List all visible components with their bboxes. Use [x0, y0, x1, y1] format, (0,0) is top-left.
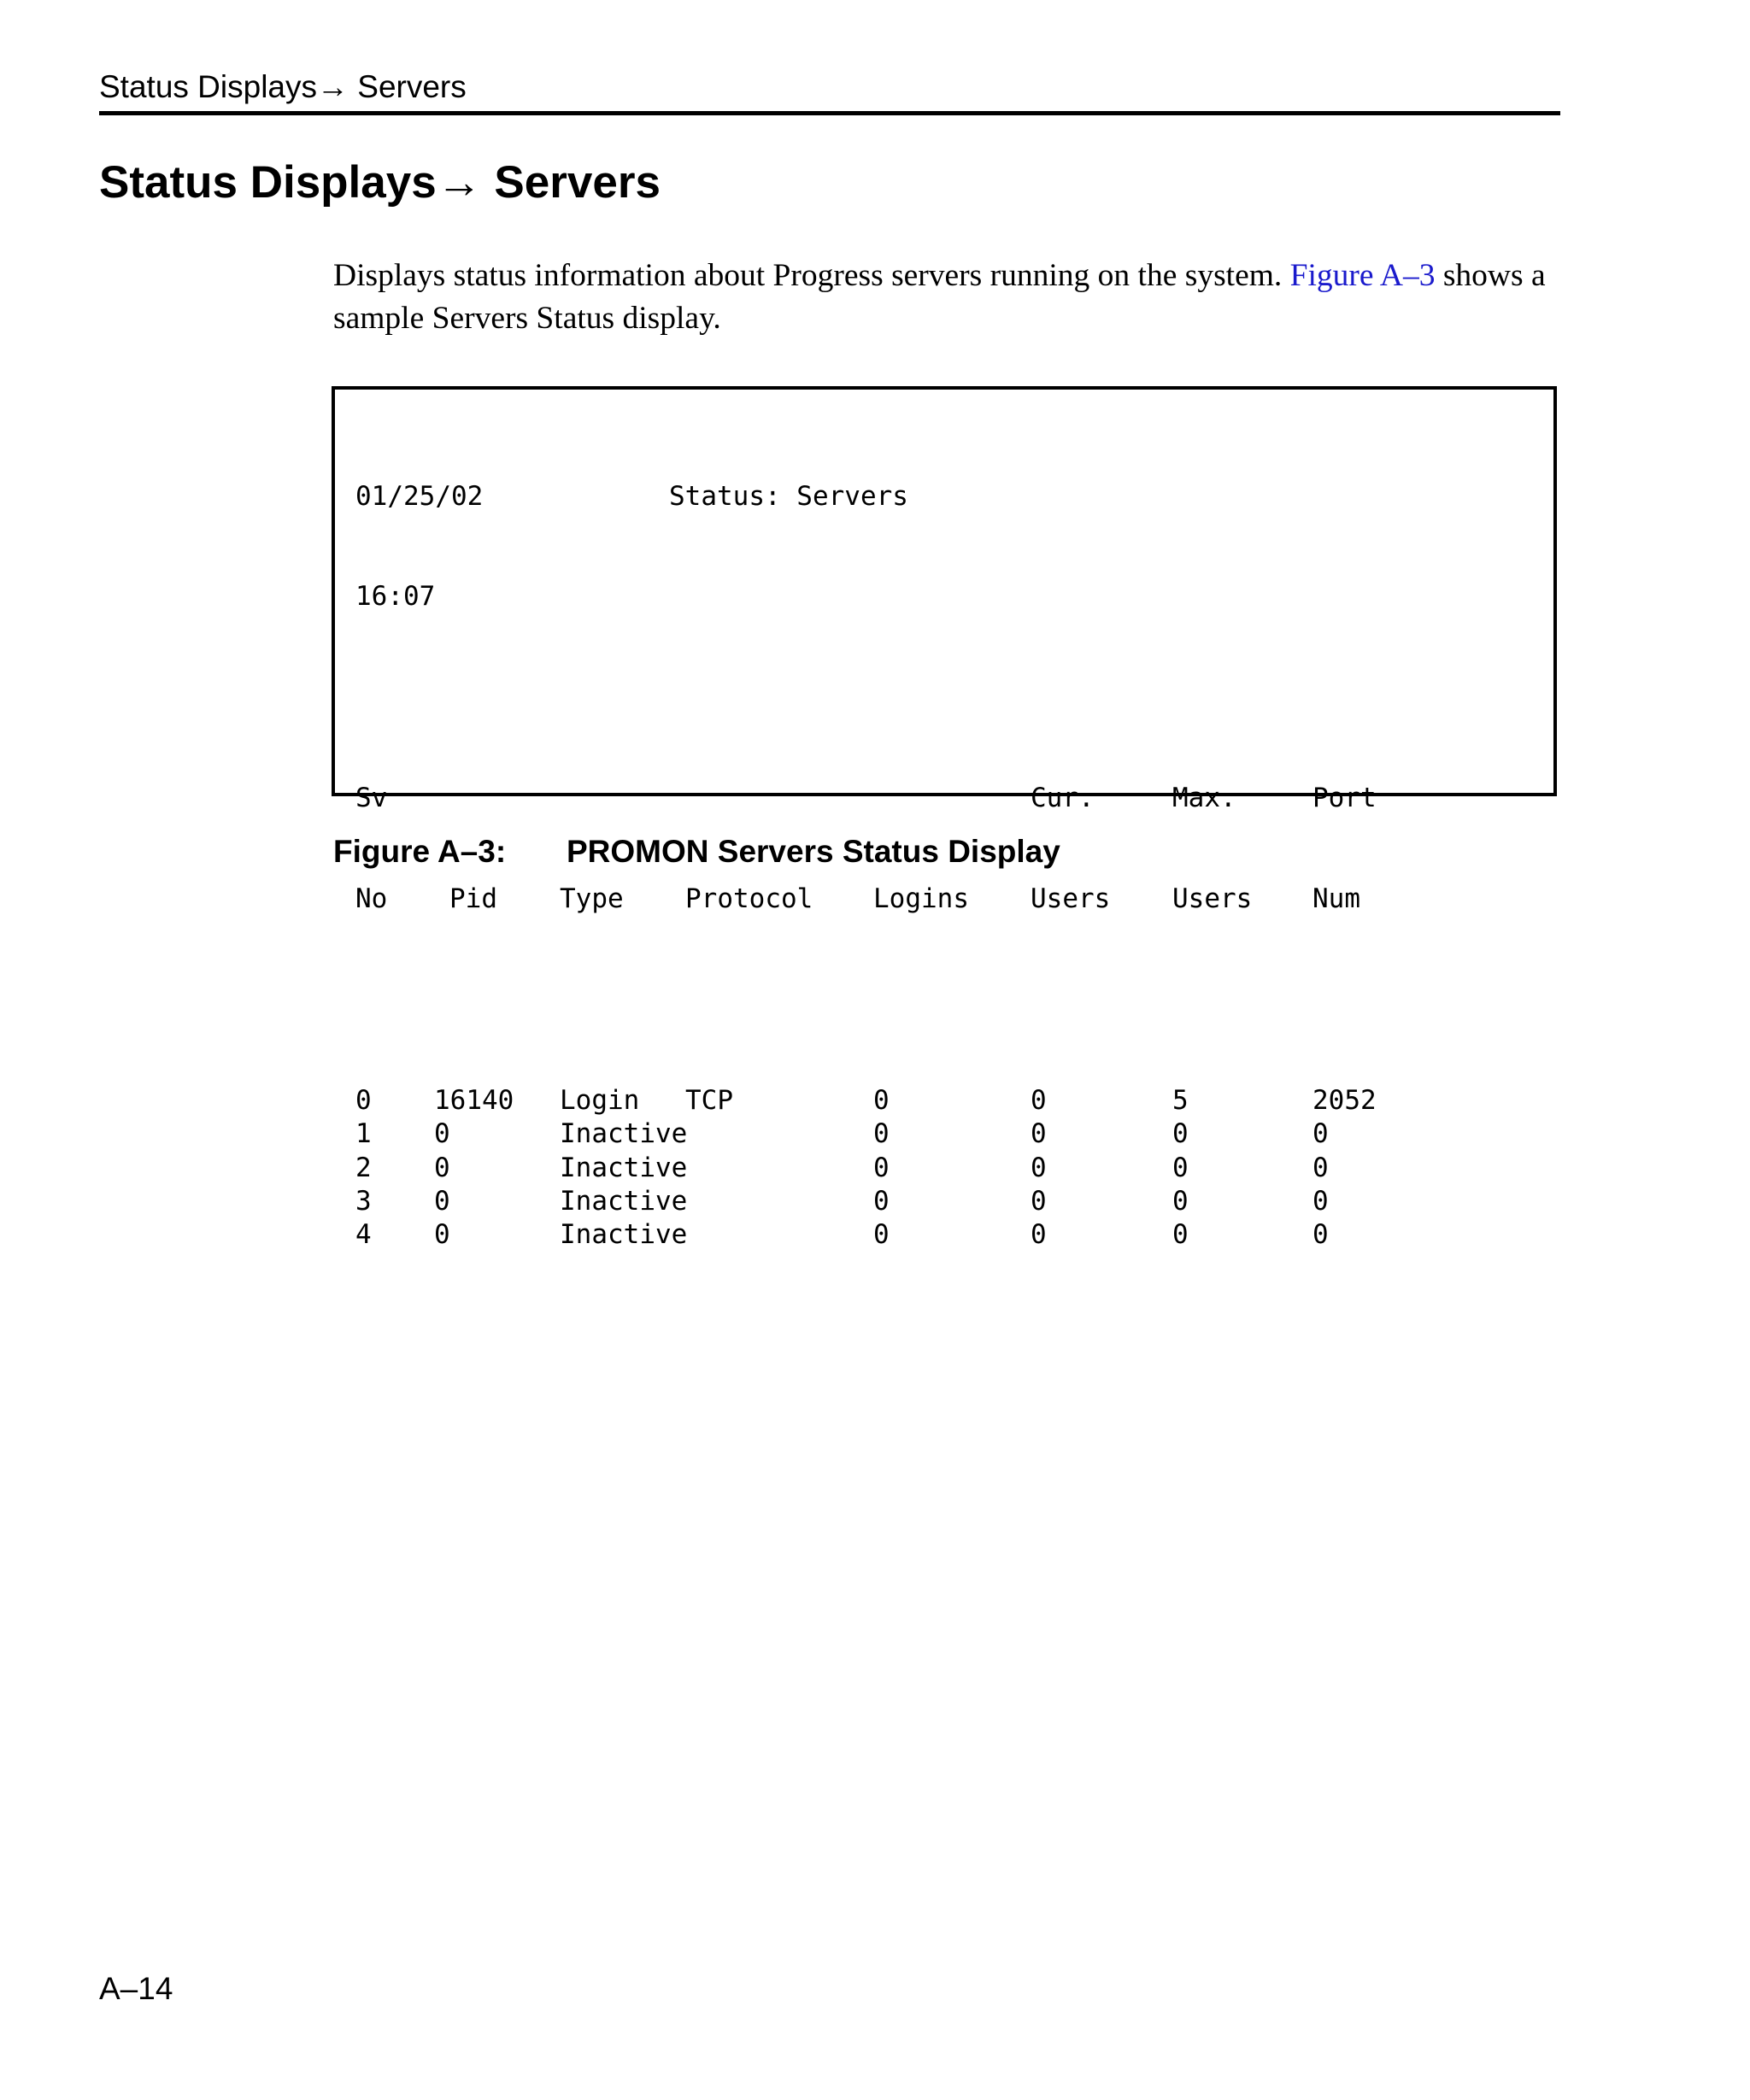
- cell-port-num: 0: [1312, 1185, 1329, 1217]
- cell-max-users: 0: [1172, 1219, 1189, 1251]
- status-time: 16:07: [355, 581, 436, 613]
- terminal-line-date: [355, 480, 908, 513]
- cell-sv-no: 3: [355, 1185, 372, 1217]
- cell-pid: 16140: [434, 1084, 514, 1116]
- cell-max-users: 0: [1172, 1185, 1189, 1217]
- cell-pid: 0: [434, 1219, 450, 1251]
- header-top-cur-users: Cur.: [1031, 783, 1095, 814]
- cell-max-users: 0: [1172, 1118, 1189, 1150]
- page-title: Status Displays→ Servers: [99, 157, 661, 208]
- server-row: [355, 1117, 1329, 1151]
- cell-port-num: 2052: [1312, 1084, 1377, 1116]
- status-screen-title: Status: Servers: [669, 480, 908, 512]
- cell-type: Inactive: [560, 1118, 688, 1150]
- server-row: [355, 1152, 1329, 1185]
- page-number: A–14: [99, 1971, 173, 2006]
- cell-type: Inactive: [560, 1219, 688, 1251]
- header-sv-no: No: [355, 883, 388, 915]
- intro-text-start: Displays status information about Progress servers running on the system.: [333, 258, 1290, 293]
- header-cur-users: Users: [1031, 883, 1111, 915]
- cell-logins: 0: [873, 1152, 890, 1183]
- cell-port-num: 0: [1312, 1118, 1329, 1150]
- server-rows: [355, 1084, 1377, 1252]
- cell-logins: 0: [873, 1118, 890, 1150]
- terminal-line-blank: [355, 983, 451, 1017]
- cell-logins: 0: [873, 1084, 890, 1116]
- header-top-sv-no: Sv: [355, 783, 388, 814]
- terminal-line-blank: [355, 681, 451, 714]
- header-logins: Logins: [873, 883, 969, 915]
- cell-cur-users: 0: [1031, 1219, 1047, 1251]
- header-row-top: [355, 782, 1377, 815]
- header-max-users: Users: [1172, 883, 1253, 915]
- cell-sv-no: 4: [355, 1219, 372, 1251]
- caption-label: Figure A–3:: [333, 834, 507, 869]
- status-date: 01/25/02: [355, 480, 484, 512]
- header-protocol: Protocol: [685, 883, 813, 915]
- cell-cur-users: 0: [1031, 1185, 1047, 1217]
- cell-logins: 0: [873, 1185, 890, 1217]
- cell-max-users: 0: [1172, 1152, 1189, 1183]
- terminal-line-time: [355, 580, 451, 613]
- header-top-max-users: Max.: [1172, 783, 1236, 814]
- header-type: Type: [560, 883, 624, 915]
- cell-protocol: TCP: [685, 1084, 733, 1116]
- cell-pid: 0: [434, 1152, 450, 1183]
- intro-text-end: shows a sample Servers Status display.: [333, 258, 1546, 336]
- server-row: [355, 1185, 1329, 1218]
- cell-type: Inactive: [560, 1185, 688, 1217]
- cell-type: Login: [560, 1084, 640, 1116]
- cell-pid: 0: [434, 1118, 450, 1150]
- cell-cur-users: 0: [1031, 1152, 1047, 1183]
- cell-type: Inactive: [560, 1152, 688, 1183]
- cell-port-num: 0: [1312, 1219, 1329, 1251]
- cell-sv-no: 0: [355, 1084, 372, 1116]
- cell-cur-users: 0: [1031, 1084, 1047, 1116]
- header-port-num: Num: [1312, 883, 1360, 915]
- server-row: [355, 1084, 1377, 1117]
- running-header: Status Displays→ Servers: [99, 69, 467, 104]
- header-rule: [99, 111, 1560, 115]
- header-row-bottom: [355, 883, 1360, 916]
- cell-sv-no: 2: [355, 1152, 372, 1183]
- figure-link[interactable]: Figure A–3: [1289, 258, 1436, 293]
- cell-pid: 0: [434, 1185, 450, 1217]
- cell-max-users: 5: [1172, 1084, 1189, 1116]
- cell-port-num: 0: [1312, 1152, 1329, 1183]
- cell-sv-no: 1: [355, 1118, 372, 1150]
- header-top-port-num: Port: [1312, 783, 1377, 814]
- cell-cur-users: 0: [1031, 1118, 1047, 1150]
- caption-text: PROMON Servers Status Display: [567, 834, 1060, 869]
- intro-paragraph: [333, 255, 1564, 340]
- header-pid: Pid: [449, 883, 497, 915]
- cell-logins: 0: [873, 1219, 890, 1251]
- server-row: [355, 1218, 1329, 1252]
